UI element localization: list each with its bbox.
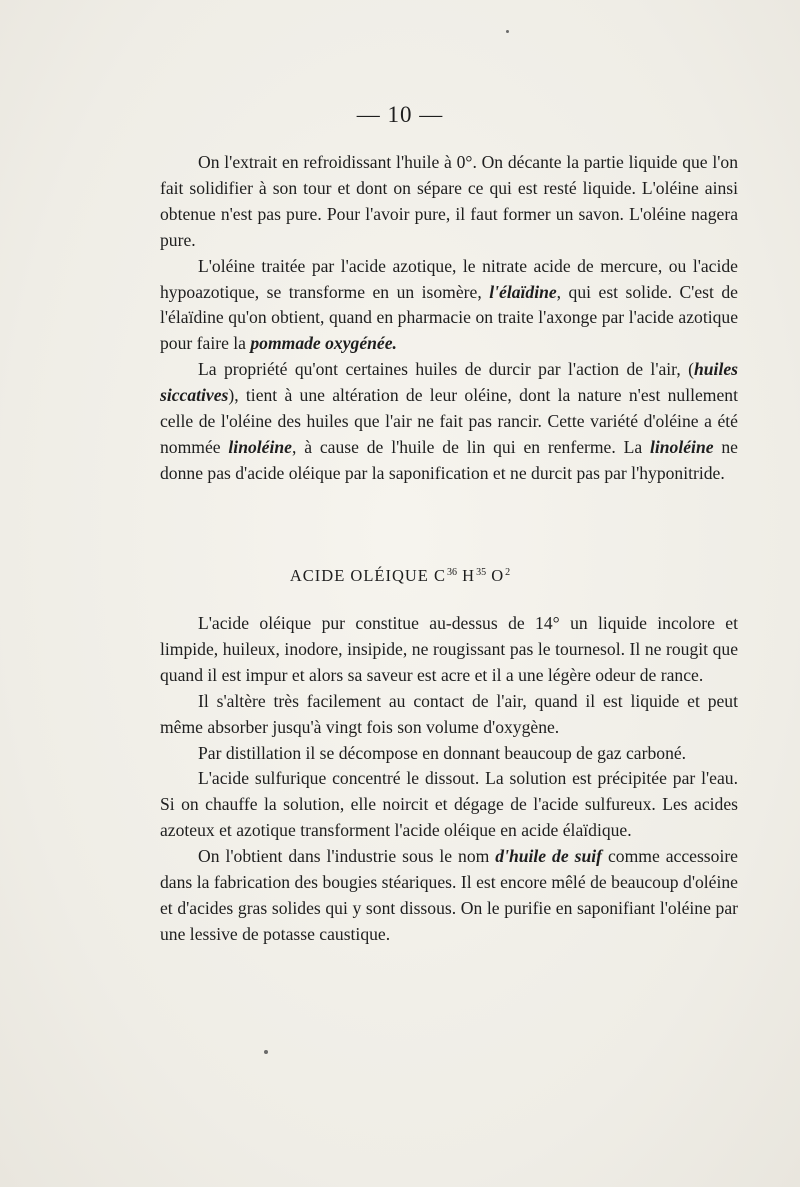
paragraph-text: Par distillation il se décompose en donnant beaucoup de gaz carboné. <box>198 742 687 763</box>
italic-term: pommade oxygénée. <box>250 333 397 354</box>
italic-term: huiles siccatives <box>160 359 738 406</box>
heading-text-h: H <box>457 566 476 585</box>
paragraph-text: , qui est solide. C'est de l'élaïdine qu'on obtient, quand en pharmacie on traite l'axonge par l'acide azotique pour faire la <box>160 281 738 354</box>
paragraph-text: Il s'altère très facilement au contact de l'air, quand il est liquide et peut même absorber jusqu'à vingt fois son volume d'oxygène. <box>160 690 738 737</box>
heading-text: ACIDE OLÉIQUE C <box>289 566 447 585</box>
page-number: — 10 — <box>356 102 444 127</box>
paragraph <box>160 766 738 844</box>
paragraph <box>160 150 738 254</box>
paragraph-text: , à cause de l'huile de lin qui en renferme. La <box>291 436 650 457</box>
subscript-36: 36 <box>447 567 458 578</box>
paragraph <box>160 689 738 741</box>
paragraph <box>160 357 738 487</box>
paragraph-text: comme accessoire dans la fabrication des bougies stéariques. Il est encore mêlé de beaucoup d'oléine et d'acides gras solides qui y sont dissous. On le purifie en saponifiant l'oléine par une lessive de potasse caustique. <box>160 846 738 944</box>
paragraph-text: La propriété qu'ont certaines huiles de durcir par l'action de l'air, ( <box>198 359 694 380</box>
subscript-35: 35 <box>476 567 487 578</box>
italic-term: linoléine <box>228 436 292 457</box>
text-block-oleine <box>160 150 738 487</box>
paragraph-text: L'acide oléique pur constitue au-dessus de 14° un liquide incolore et limpide, huileux, inodore, insipide, ne rougissant pas le tournesol. Il ne rougit que quand il est impur et alors sa saveur est acre et il a une légère odeur de rance. <box>160 613 738 685</box>
paragraph-text: On l'obtient dans l'industrie sous le nom <box>198 846 496 867</box>
section-heading <box>0 566 800 586</box>
paragraph <box>160 741 738 767</box>
paragraph-text: L'oléine traitée par l'acide azotique, le nitrate acide de mercure, ou l'acide hypoazotique, se transforme en un isomère, <box>160 255 738 302</box>
paragraph <box>160 611 738 689</box>
italic-term: linoléine <box>650 436 714 457</box>
italic-term: l'élaïdine <box>489 281 557 302</box>
paper-speck <box>506 30 509 33</box>
paper-speck <box>264 1050 268 1054</box>
italic-term: d'huile de suif <box>495 846 603 867</box>
paragraph-text: On l'extrait en refroidissant l'huile à 0°. On décante la partie liquide que l'on fait solidifier à son tour et dont on sépare ce qui est resté liquide. L'oléine ainsi obtenue n'est pas pure. Pour l'avoir pure, il faut former un savon. L'oléine nagera pure. <box>160 152 738 250</box>
subscript-2: 2 <box>505 567 511 578</box>
paragraph <box>160 844 738 948</box>
paragraph <box>160 254 738 358</box>
paragraph-text: L'acide sulfurique concentré le dissout. La solution est précipitée par l'eau. Si on chauffe la solution, elle noircit et dégage de l'acide sulfureux. Les acides azoteux et azotique transforment l'acide oléique en acide élaïdique. <box>160 768 738 841</box>
paragraph-text: ne donne pas d'acide oléique par la saponification et ne durcit pas par l'hyponitride. <box>160 436 738 483</box>
heading-text-o: O <box>486 566 505 585</box>
text-block-acide-oleique <box>160 611 738 948</box>
paragraph-text: ), tient à une altération de leur oléine, dont la nature n'est nullement celle de l'oléine des huiles que l'air ne fait pas rancir. Cette variété d'oléine a été nommée <box>160 385 738 457</box>
